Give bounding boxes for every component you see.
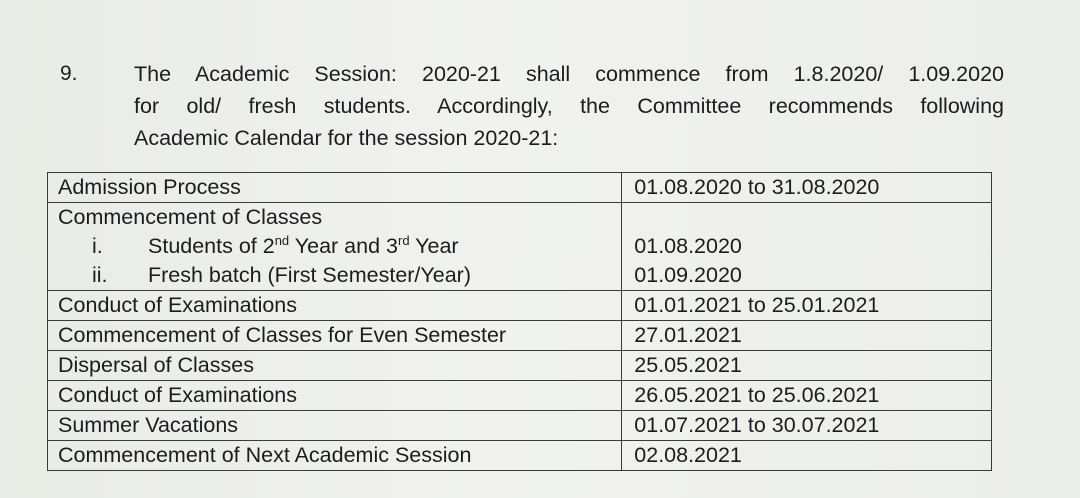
row-label: Dispersal of Classes <box>48 351 622 381</box>
paragraph-line: Academic Calendar for the session 2020-21: <box>134 126 559 150</box>
sub-item <box>58 232 613 261</box>
row-value: 02.08.2021 <box>622 441 992 471</box>
row-value: 01.08.2020 to 31.08.2020 <box>622 173 992 203</box>
row-label: Commencement of Classes <box>58 205 323 229</box>
ordinal-suffix: nd <box>274 232 290 248</box>
paragraph-line: for old/ fresh students. Accordingly, the Committee recommends following <box>134 94 1004 118</box>
table-row <box>48 381 992 411</box>
row-label: Summer Vacations <box>48 411 622 441</box>
table-row <box>48 321 992 351</box>
row-label: Commencement of Classes for Even Semester <box>48 321 622 351</box>
sub-item-text: Students of 2 <box>148 234 275 258</box>
row-value-group <box>622 203 992 291</box>
row-value: 25.05.2021 <box>622 351 992 381</box>
ordinal-suffix: rd <box>397 232 410 248</box>
sub-item-text: Year and 3 <box>289 234 398 258</box>
sub-item-label <box>148 226 459 261</box>
table-row <box>48 203 992 291</box>
table-row <box>48 411 992 441</box>
row-value: 01.08.2020 <box>634 234 742 258</box>
table-row <box>48 173 992 203</box>
paragraph-number: 9. <box>60 62 78 85</box>
sub-item-number: ii. <box>92 263 108 287</box>
paragraph-text <box>134 58 1004 154</box>
row-value: 26.05.2021 to 25.06.2021 <box>622 381 992 411</box>
spacer <box>634 203 983 232</box>
row-label-group <box>48 203 622 291</box>
sub-item-label: Fresh batch (First Semester/Year) <box>148 263 472 287</box>
table-row <box>48 351 992 381</box>
table-row <box>48 441 992 471</box>
sub-item-text: Year <box>409 234 459 258</box>
row-label: Admission Process <box>48 173 622 203</box>
row-label: Conduct of Examinations <box>48 381 622 411</box>
row-value: 27.01.2021 <box>622 321 992 351</box>
academic-calendar-table <box>47 172 992 471</box>
row-label: Conduct of Examinations <box>48 291 622 321</box>
row-label: Commencement of Next Academic Session <box>48 441 622 471</box>
table-row <box>48 291 992 321</box>
sub-item <box>58 261 613 290</box>
sub-item-number: i. <box>92 234 103 258</box>
row-value: 01.09.2020 <box>634 263 742 287</box>
row-value: 01.07.2021 to 30.07.2021 <box>622 411 992 441</box>
row-value: 01.01.2021 to 25.01.2021 <box>622 291 992 321</box>
paragraph-line: The Academic Session: 2020-21 shall commence from 1.8.2020/ 1.09.2020 <box>134 62 1004 86</box>
